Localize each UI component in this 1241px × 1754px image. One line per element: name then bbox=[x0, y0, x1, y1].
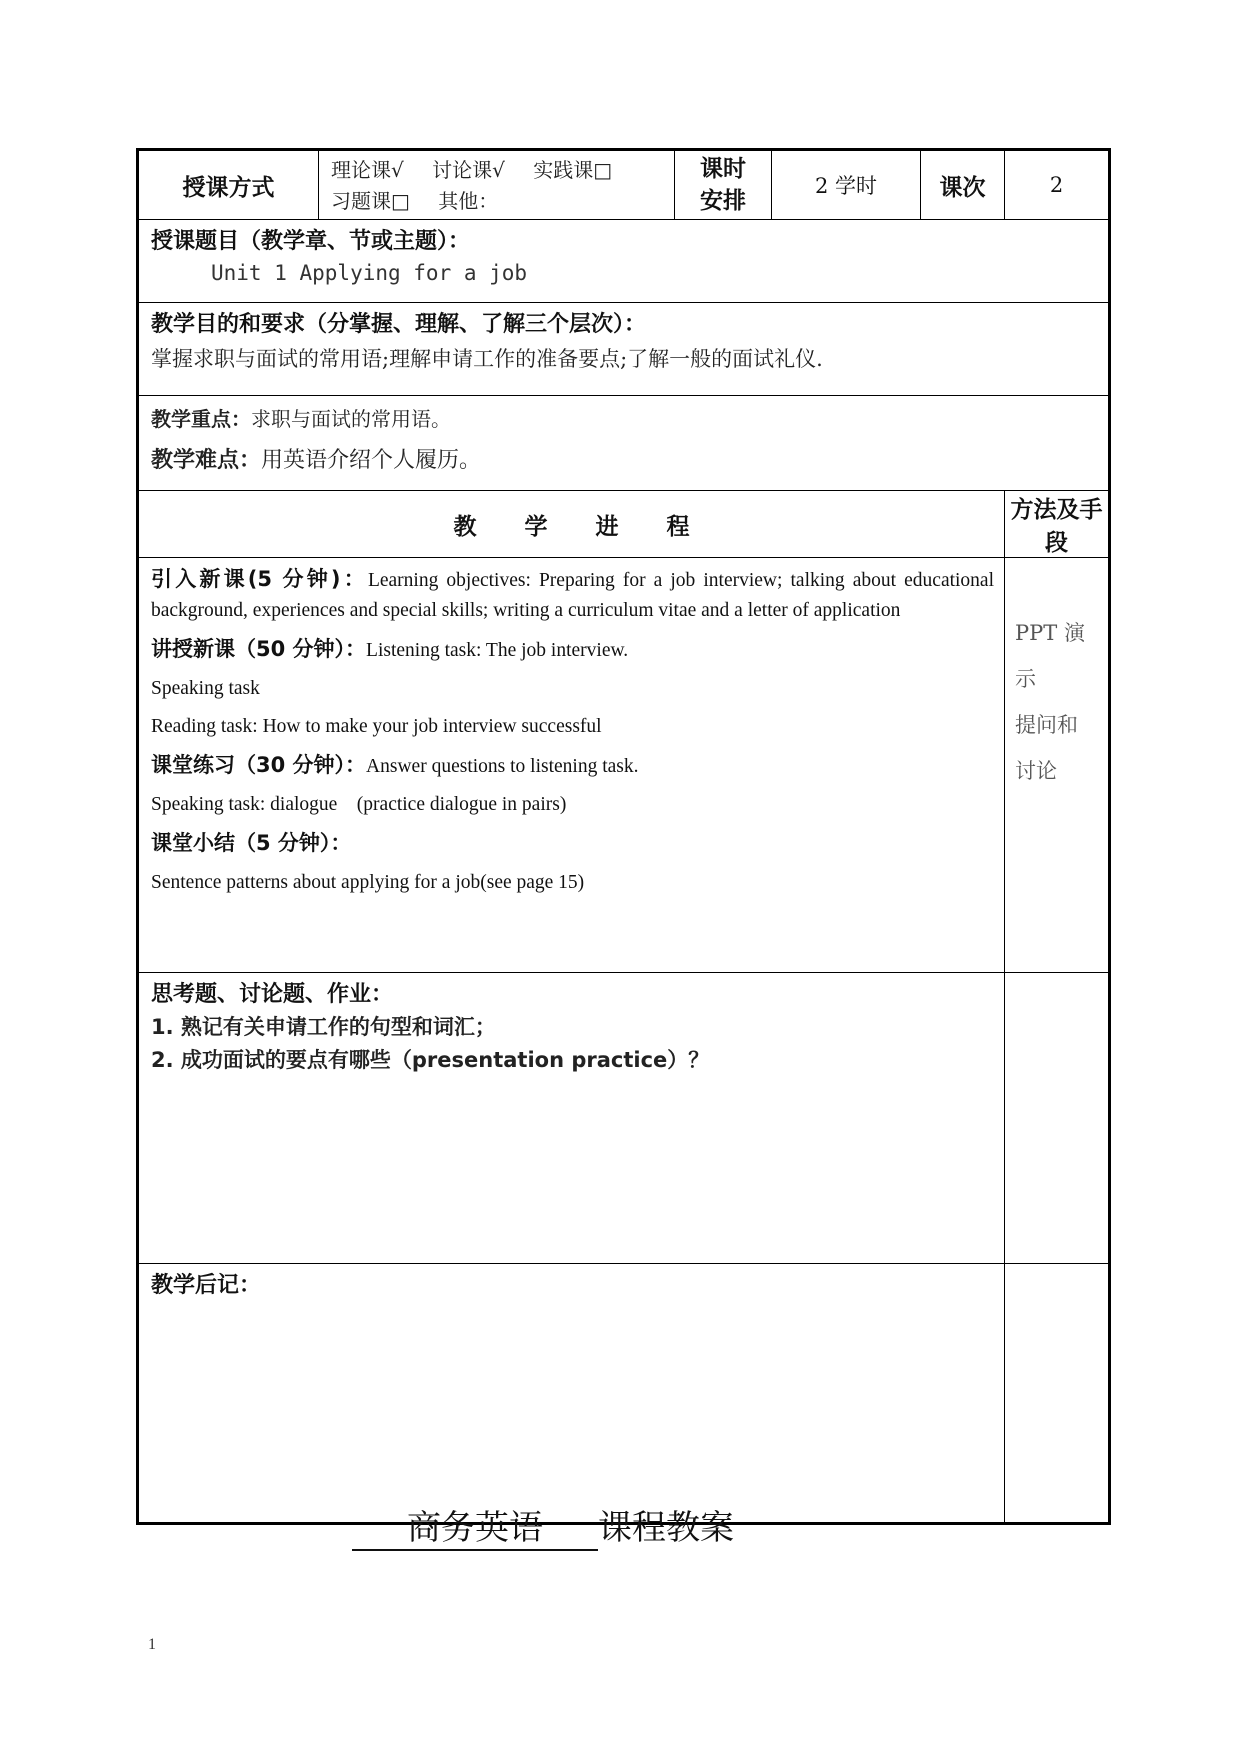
afterword-cell bbox=[138, 1264, 1005, 1524]
goals-cell bbox=[138, 303, 1110, 396]
progress-heading-char: 教 bbox=[453, 513, 477, 540]
difficulty-value: 用英语介绍个人履历。 bbox=[261, 448, 482, 473]
hours-value: 2 学时 bbox=[772, 150, 921, 220]
topic-value: Unit 1 Applying for a job bbox=[211, 261, 528, 285]
option-other: 其他： bbox=[438, 189, 499, 213]
practice-text: Answer questions to listening task. bbox=[366, 756, 639, 777]
lesson-plan-sheet bbox=[136, 148, 1108, 1525]
afterword-label: 教学后记： bbox=[151, 1273, 262, 1298]
new-lesson-line3: Reading task: How to make your job interview successful bbox=[151, 716, 602, 737]
afterword-side-cell bbox=[1005, 1264, 1110, 1524]
topic-row bbox=[138, 220, 1110, 303]
new-lesson-text: Listening task: The job interview. bbox=[366, 640, 629, 661]
method-label: 授课方式 bbox=[138, 150, 319, 220]
summary-line: Sentence patterns about applying for a job(see page 15) bbox=[151, 872, 585, 893]
practice-line2: Speaking task: dialogue (practice dialogue in pairs) bbox=[151, 794, 567, 815]
hours-label bbox=[675, 150, 772, 220]
progress-header-row bbox=[138, 491, 1110, 558]
focus-value: 求职与面试的常用语。 bbox=[251, 407, 451, 431]
new-lesson-line2: Speaking task bbox=[151, 678, 260, 699]
course-name: 商务英语 bbox=[352, 1500, 598, 1551]
homework-side-cell bbox=[1005, 973, 1110, 1264]
keypoints-cell bbox=[138, 396, 1110, 491]
homework-item: 1. 熟记有关申请工作的句型和词汇； bbox=[151, 1015, 496, 1039]
focus-label: 教学重点： bbox=[151, 407, 251, 431]
intro-text: Learning objectives: Preparing for a job interview; talking about educational background, experiences and special skills; writing a curriculum vitae and a letter of application bbox=[151, 570, 995, 621]
homework-item: 2. 成功面试的要点有哪些（presentation practice）？ bbox=[151, 1048, 710, 1072]
homework-label: 思考题、讨论题、作业： bbox=[151, 982, 394, 1007]
option-exercise: 习题课□ bbox=[331, 189, 410, 213]
hours-label-line1: 课时 bbox=[700, 156, 746, 182]
method-options bbox=[319, 150, 675, 220]
goals-value: 掌握求职与面试的常用语;理解申请工作的准备要点;了解一般的面试礼仪. bbox=[151, 347, 823, 371]
goals-row bbox=[138, 303, 1110, 396]
afterword-row bbox=[138, 1264, 1110, 1524]
practice-label: 课堂练习（30 分钟）： bbox=[151, 753, 367, 777]
lesson-plan-table bbox=[136, 148, 1111, 1525]
session-label: 课次 bbox=[921, 150, 1005, 220]
progress-heading-char: 程 bbox=[666, 513, 690, 540]
methods-cell bbox=[1005, 558, 1110, 973]
topic-label: 授课题目（教学章、节或主题）： bbox=[151, 229, 471, 254]
focus-line bbox=[151, 398, 1096, 440]
goals-label: 教学目的和要求（分掌握、理解、了解三个层次）： bbox=[151, 312, 647, 337]
difficulty-line bbox=[151, 440, 1096, 482]
summary-paragraph bbox=[151, 828, 994, 860]
session-value: 2 bbox=[1005, 150, 1110, 220]
option-practice: 实践课□ bbox=[533, 158, 613, 182]
hours-label-line2: 安排 bbox=[700, 188, 746, 214]
progress-heading-char: 进 bbox=[595, 513, 619, 540]
practice-paragraph bbox=[151, 750, 994, 782]
keypoints-row bbox=[138, 396, 1110, 491]
method-ppt: PPT 演示 bbox=[1015, 621, 1085, 691]
methods-heading: 方法及手段 bbox=[1005, 491, 1110, 558]
intro-paragraph bbox=[151, 564, 994, 626]
option-discussion: 讨论课√ bbox=[432, 158, 505, 182]
homework-row bbox=[138, 973, 1110, 1264]
progress-row bbox=[138, 558, 1110, 973]
difficulty-label: 教学难点： bbox=[151, 448, 262, 473]
new-lesson-paragraph bbox=[151, 634, 994, 666]
summary-label: 课堂小结（5 分钟）： bbox=[151, 831, 352, 855]
progress-heading-char: 学 bbox=[524, 513, 548, 540]
homework-cell bbox=[138, 973, 1005, 1264]
progress-cell bbox=[138, 558, 1005, 973]
course-title bbox=[352, 1500, 734, 1551]
method-discussion: 提问和讨论 bbox=[1015, 713, 1078, 783]
topic-cell bbox=[138, 220, 1110, 303]
progress-heading bbox=[138, 491, 1005, 558]
header-row bbox=[138, 150, 1110, 220]
new-lesson-label: 讲授新课（50 分钟）： bbox=[151, 637, 367, 661]
course-title-suffix: 课程教案 bbox=[598, 1508, 734, 1548]
page-number: 1 bbox=[148, 1636, 156, 1653]
option-theory: 理论课√ bbox=[331, 158, 404, 182]
intro-label: 引入新课(5 分钟)： bbox=[151, 567, 368, 591]
